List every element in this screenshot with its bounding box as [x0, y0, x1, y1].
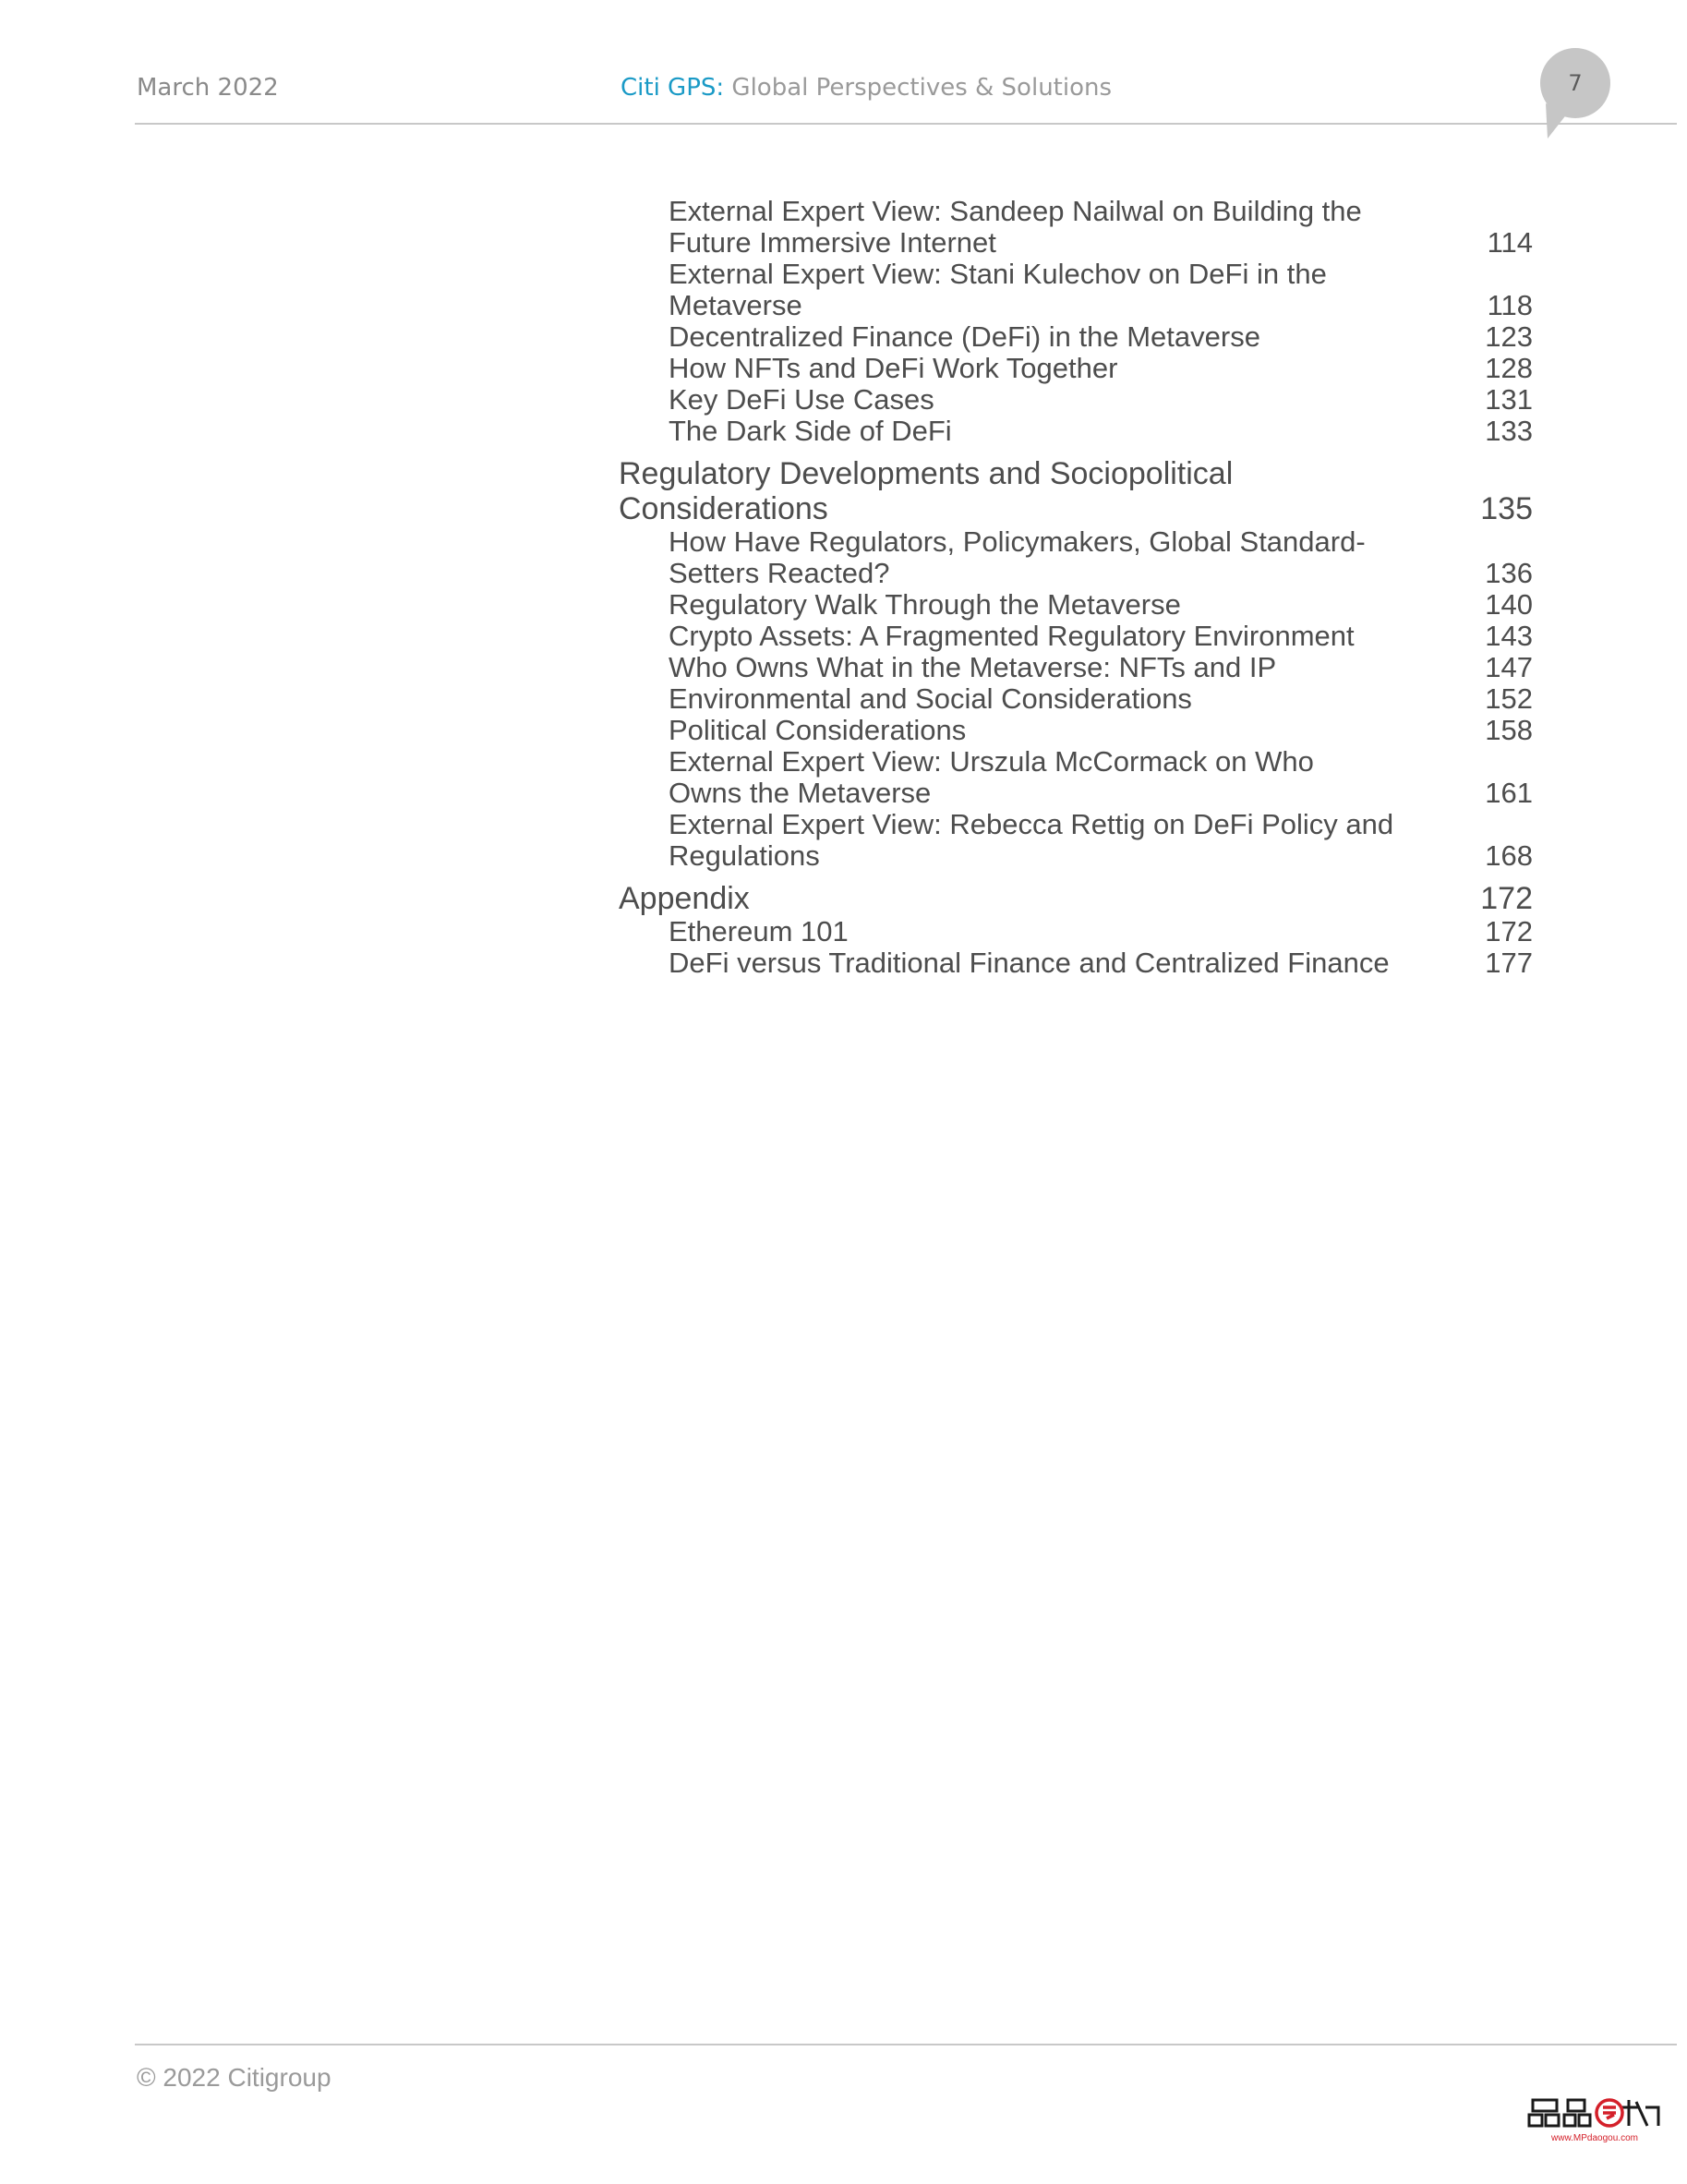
- toc-page-number: 161: [1485, 777, 1533, 809]
- publication-title: [621, 74, 1112, 102]
- toc-entry-title: Regulatory Developments and Sociopolitical Considerations: [619, 456, 1234, 526]
- copyright-notice: © 2022 Citigroup: [137, 2063, 331, 2092]
- toc-entry-title: Who Owns What in the Metaverse: NFTs and IP: [669, 651, 1277, 683]
- toc-item: [619, 259, 1533, 321]
- toc-page-number: 140: [1485, 588, 1533, 621]
- toc-entry-title: DeFi versus Traditional Finance and Centralized Finance: [669, 947, 1390, 979]
- toc-entry-title: The Dark Side of DeFi: [669, 415, 952, 447]
- toc-page-number: 118: [1487, 289, 1533, 321]
- toc-page-number: 123: [1485, 320, 1533, 353]
- footer-divider: [135, 2044, 1677, 2045]
- toc-entry-title: Ethereum 101: [669, 915, 849, 947]
- toc-page-number: 114: [1487, 226, 1533, 259]
- toc-item: [619, 809, 1533, 872]
- toc-item: [619, 715, 1533, 746]
- toc-entry-title: Key DeFi Use Cases: [669, 383, 934, 416]
- toc-page-number: 172: [1480, 881, 1533, 916]
- toc-entry-title: Political Considerations: [669, 714, 967, 746]
- toc-item: [619, 621, 1533, 652]
- toc-page-number: 128: [1485, 352, 1533, 384]
- toc-item: [619, 384, 1533, 416]
- toc-entry-title: Environmental and Social Considerations: [669, 682, 1192, 715]
- page-number: 7: [1568, 70, 1583, 96]
- toc-section: [619, 456, 1533, 526]
- toc-page-number: 133: [1485, 415, 1533, 447]
- toc-item: [619, 526, 1533, 589]
- toc-entry-title: How NFTs and DeFi Work Together: [669, 352, 1118, 384]
- toc-entry-title: External Expert View: Urszula McCormack on Who Owns the Metaverse: [669, 745, 1314, 809]
- toc-entry-title: Crypto Assets: A Fragmented Regulatory Environment: [669, 620, 1355, 652]
- toc-item: [619, 353, 1533, 384]
- header-divider: [135, 123, 1677, 125]
- toc-page-number: 172: [1485, 915, 1533, 947]
- toc-item: [619, 683, 1533, 715]
- toc-page-number: 143: [1485, 620, 1533, 652]
- svg-text:www.MPdaogou.com: www.MPdaogou.com: [1551, 2133, 1638, 2143]
- toc-item: [619, 196, 1533, 259]
- toc-entry-title: How Have Regulators, Policymakers, Global Standard-Setters Reacted?: [669, 525, 1366, 589]
- toc-page-number: 131: [1485, 383, 1533, 416]
- toc-item: [619, 916, 1533, 947]
- publication-subtitle: Global Perspectives & Solutions: [731, 74, 1113, 102]
- watermark-logo: [1525, 2094, 1664, 2146]
- brand-name: Citi GPS:: [621, 74, 725, 102]
- toc-item: [619, 652, 1533, 683]
- report-date: March 2022: [137, 74, 279, 102]
- toc-item: [619, 947, 1533, 979]
- toc-entry-title: Appendix: [619, 881, 750, 916]
- toc-page-number: 147: [1485, 651, 1533, 683]
- toc-page-number: 158: [1485, 714, 1533, 746]
- toc-page-number: 168: [1485, 839, 1533, 872]
- toc-entry-title: External Expert View: Sandeep Nailwal on Building the Future Immersive Internet: [669, 195, 1362, 259]
- toc-page-number: 177: [1485, 947, 1533, 979]
- toc-item: [619, 416, 1533, 447]
- toc-item: [619, 589, 1533, 621]
- toc-section: [619, 881, 1533, 916]
- toc-page-number: 152: [1485, 682, 1533, 715]
- toc-entry-title: External Expert View: Stani Kulechov on DeFi in the Metaverse: [669, 258, 1327, 321]
- toc-entry-title: Regulatory Walk Through the Metaverse: [669, 588, 1181, 621]
- toc-page-number: 135: [1480, 491, 1533, 526]
- toc-page-number: 136: [1485, 557, 1533, 589]
- toc-entry-title: External Expert View: Rebecca Rettig on DeFi Policy and Regulations: [669, 808, 1394, 872]
- toc-item: [619, 746, 1533, 809]
- table-of-contents: [619, 196, 1533, 979]
- toc-entry-title: Decentralized Finance (DeFi) in the Metaverse: [669, 320, 1260, 353]
- toc-item: [619, 321, 1533, 353]
